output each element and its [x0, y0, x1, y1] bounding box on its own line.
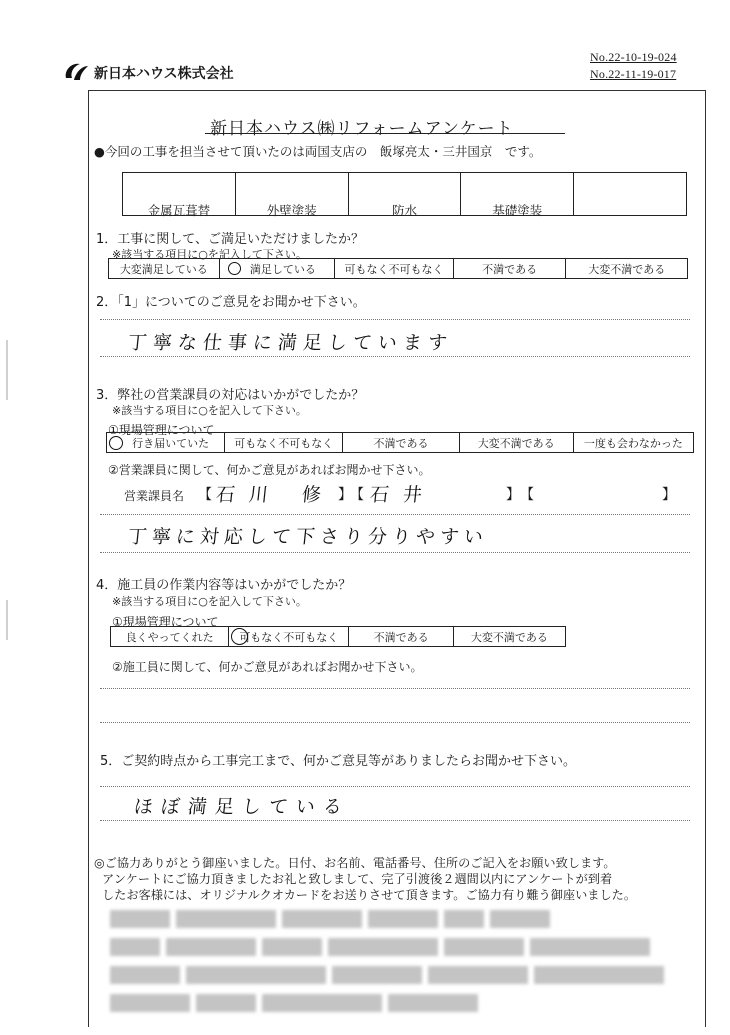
answer-line: [100, 356, 690, 357]
company-logo-icon: [62, 60, 90, 86]
footer-line-1: ◎ご協力ありがとう御座いました。日付、お名前、電話番号、住所のご記入をお願い致します。: [94, 856, 616, 870]
bracket-open: 【: [350, 487, 364, 503]
answer-line: [100, 688, 690, 689]
q1-options: [108, 258, 688, 279]
q1-option[interactable]: 不満である: [454, 259, 567, 278]
q2-question: 2．「1」についてのご意見をお聞かせ下さい。: [96, 295, 366, 310]
intro-text: ●今回の工事を担当させて頂いたのは両国支店の 飯塚亮太・三井国京 です。: [94, 144, 542, 159]
q3-note: ※該当する項目に○を記入して下さい。: [112, 404, 307, 417]
q1-option[interactable]: 大変満足している: [109, 259, 220, 278]
q3-option-selected[interactable]: 行き届いていた: [107, 433, 225, 452]
bracket-close: 】: [338, 487, 352, 503]
q1-option[interactable]: 可もなく不可もなく: [335, 259, 454, 278]
q5-question: 5．ご契約時点から工事完工まで、何かご意見等がありましたらお聞かせ下さい。: [100, 754, 577, 769]
q4-sub2: ②施工員に関して、何かご意見があればお聞かせ下さい。: [112, 660, 423, 674]
footer-line-2: アンケートにご協力頂きましたお礼と致しまして、完了引渡後２週間以内にアンケートが到着: [102, 872, 613, 886]
circle-mark-icon: [109, 436, 123, 450]
q1-option[interactable]: 大変不満である: [588, 262, 666, 276]
work-type-cell: [574, 173, 686, 215]
work-type-table: [122, 172, 687, 216]
circle-mark-icon: [228, 262, 241, 275]
q1-option-selected[interactable]: 満足している: [220, 259, 336, 278]
q4-question: 4．施工員の作業内容等はいかがでしたか？: [96, 578, 352, 593]
staff-label: 営業課員名: [124, 489, 185, 503]
q4-options: [110, 626, 566, 647]
bracket-close: 】: [506, 487, 520, 503]
q3-sub2: ②営業課員に関して、何かご意見があればお聞かせ下さい。: [108, 463, 431, 477]
company-logo: [62, 60, 234, 86]
q3-option[interactable]: 一度も会わなかった: [583, 436, 683, 450]
answer-line: [100, 820, 690, 821]
bracket-open: 【: [198, 487, 212, 503]
q3-options: [106, 432, 694, 453]
q1-note: ※該当する項目に○を記入して下さい。: [112, 248, 307, 261]
q3-option[interactable]: 大変不満である: [460, 433, 574, 452]
q3-question: 3．弊社の営業課員の対応はいかがでしたか？: [96, 388, 365, 403]
bracket-open: 【: [520, 487, 534, 503]
footer-line-3: したお客様には、オリジナルクオカードをお送りさせて頂きます。ご協力有り難う御座いました。: [102, 888, 637, 902]
staff-name-1: 石川 修: [214, 484, 337, 506]
q4-option[interactable]: 良くやってくれた: [111, 627, 229, 646]
answer-line: [100, 786, 690, 787]
serial-number-1: No.22-10-19-024: [590, 50, 677, 64]
work-type-cell: 金属瓦葺替: [123, 173, 236, 215]
q3-option[interactable]: 不満である: [343, 433, 459, 452]
title-underline: [205, 133, 565, 134]
q5-handwritten-answer: ほぼ満足している: [132, 796, 352, 818]
page-title: 新日本ハウス㈱リフォームアンケート: [210, 119, 514, 139]
answer-line: [100, 319, 690, 320]
q2-handwritten-answer: 丁寧な仕事に満足しています: [126, 332, 455, 354]
q4-option[interactable]: 大変不満である: [470, 630, 548, 644]
q3-sub1: ①現場管理について: [108, 423, 215, 437]
q1-question: 1．工事に関して、ご満足いただけましたか？: [96, 232, 365, 247]
work-type-cell: 防水: [349, 173, 462, 215]
q4-sub1: ①現場管理について: [112, 615, 219, 629]
serial-number-2: No.22-11-19-017: [590, 67, 677, 81]
staff-name-2: 石井: [368, 484, 438, 506]
scan-artifact: [6, 600, 8, 640]
q4-option-selected[interactable]: 可もなく不可もなく: [229, 627, 349, 646]
q4-option[interactable]: 不満である: [349, 627, 453, 646]
answer-line: [100, 514, 690, 515]
answer-line: [100, 552, 690, 553]
q4-note: ※該当する項目に○を記入して下さい。: [112, 595, 307, 608]
answer-line: [100, 722, 690, 723]
q3-option[interactable]: 可もなく不可もなく: [225, 433, 343, 452]
bracket-close: 】: [662, 487, 676, 503]
q3-handwritten-answer: 丁寧に対応して下さり分りやすい: [126, 526, 490, 548]
work-type-cell: 外壁塗装: [236, 173, 349, 215]
redacted-personal-info: [110, 910, 700, 1012]
company-name: 新日本ハウス株式会社: [94, 66, 234, 82]
scan-artifact: [6, 340, 8, 400]
work-type-cell: 基礎塗装: [461, 173, 574, 215]
